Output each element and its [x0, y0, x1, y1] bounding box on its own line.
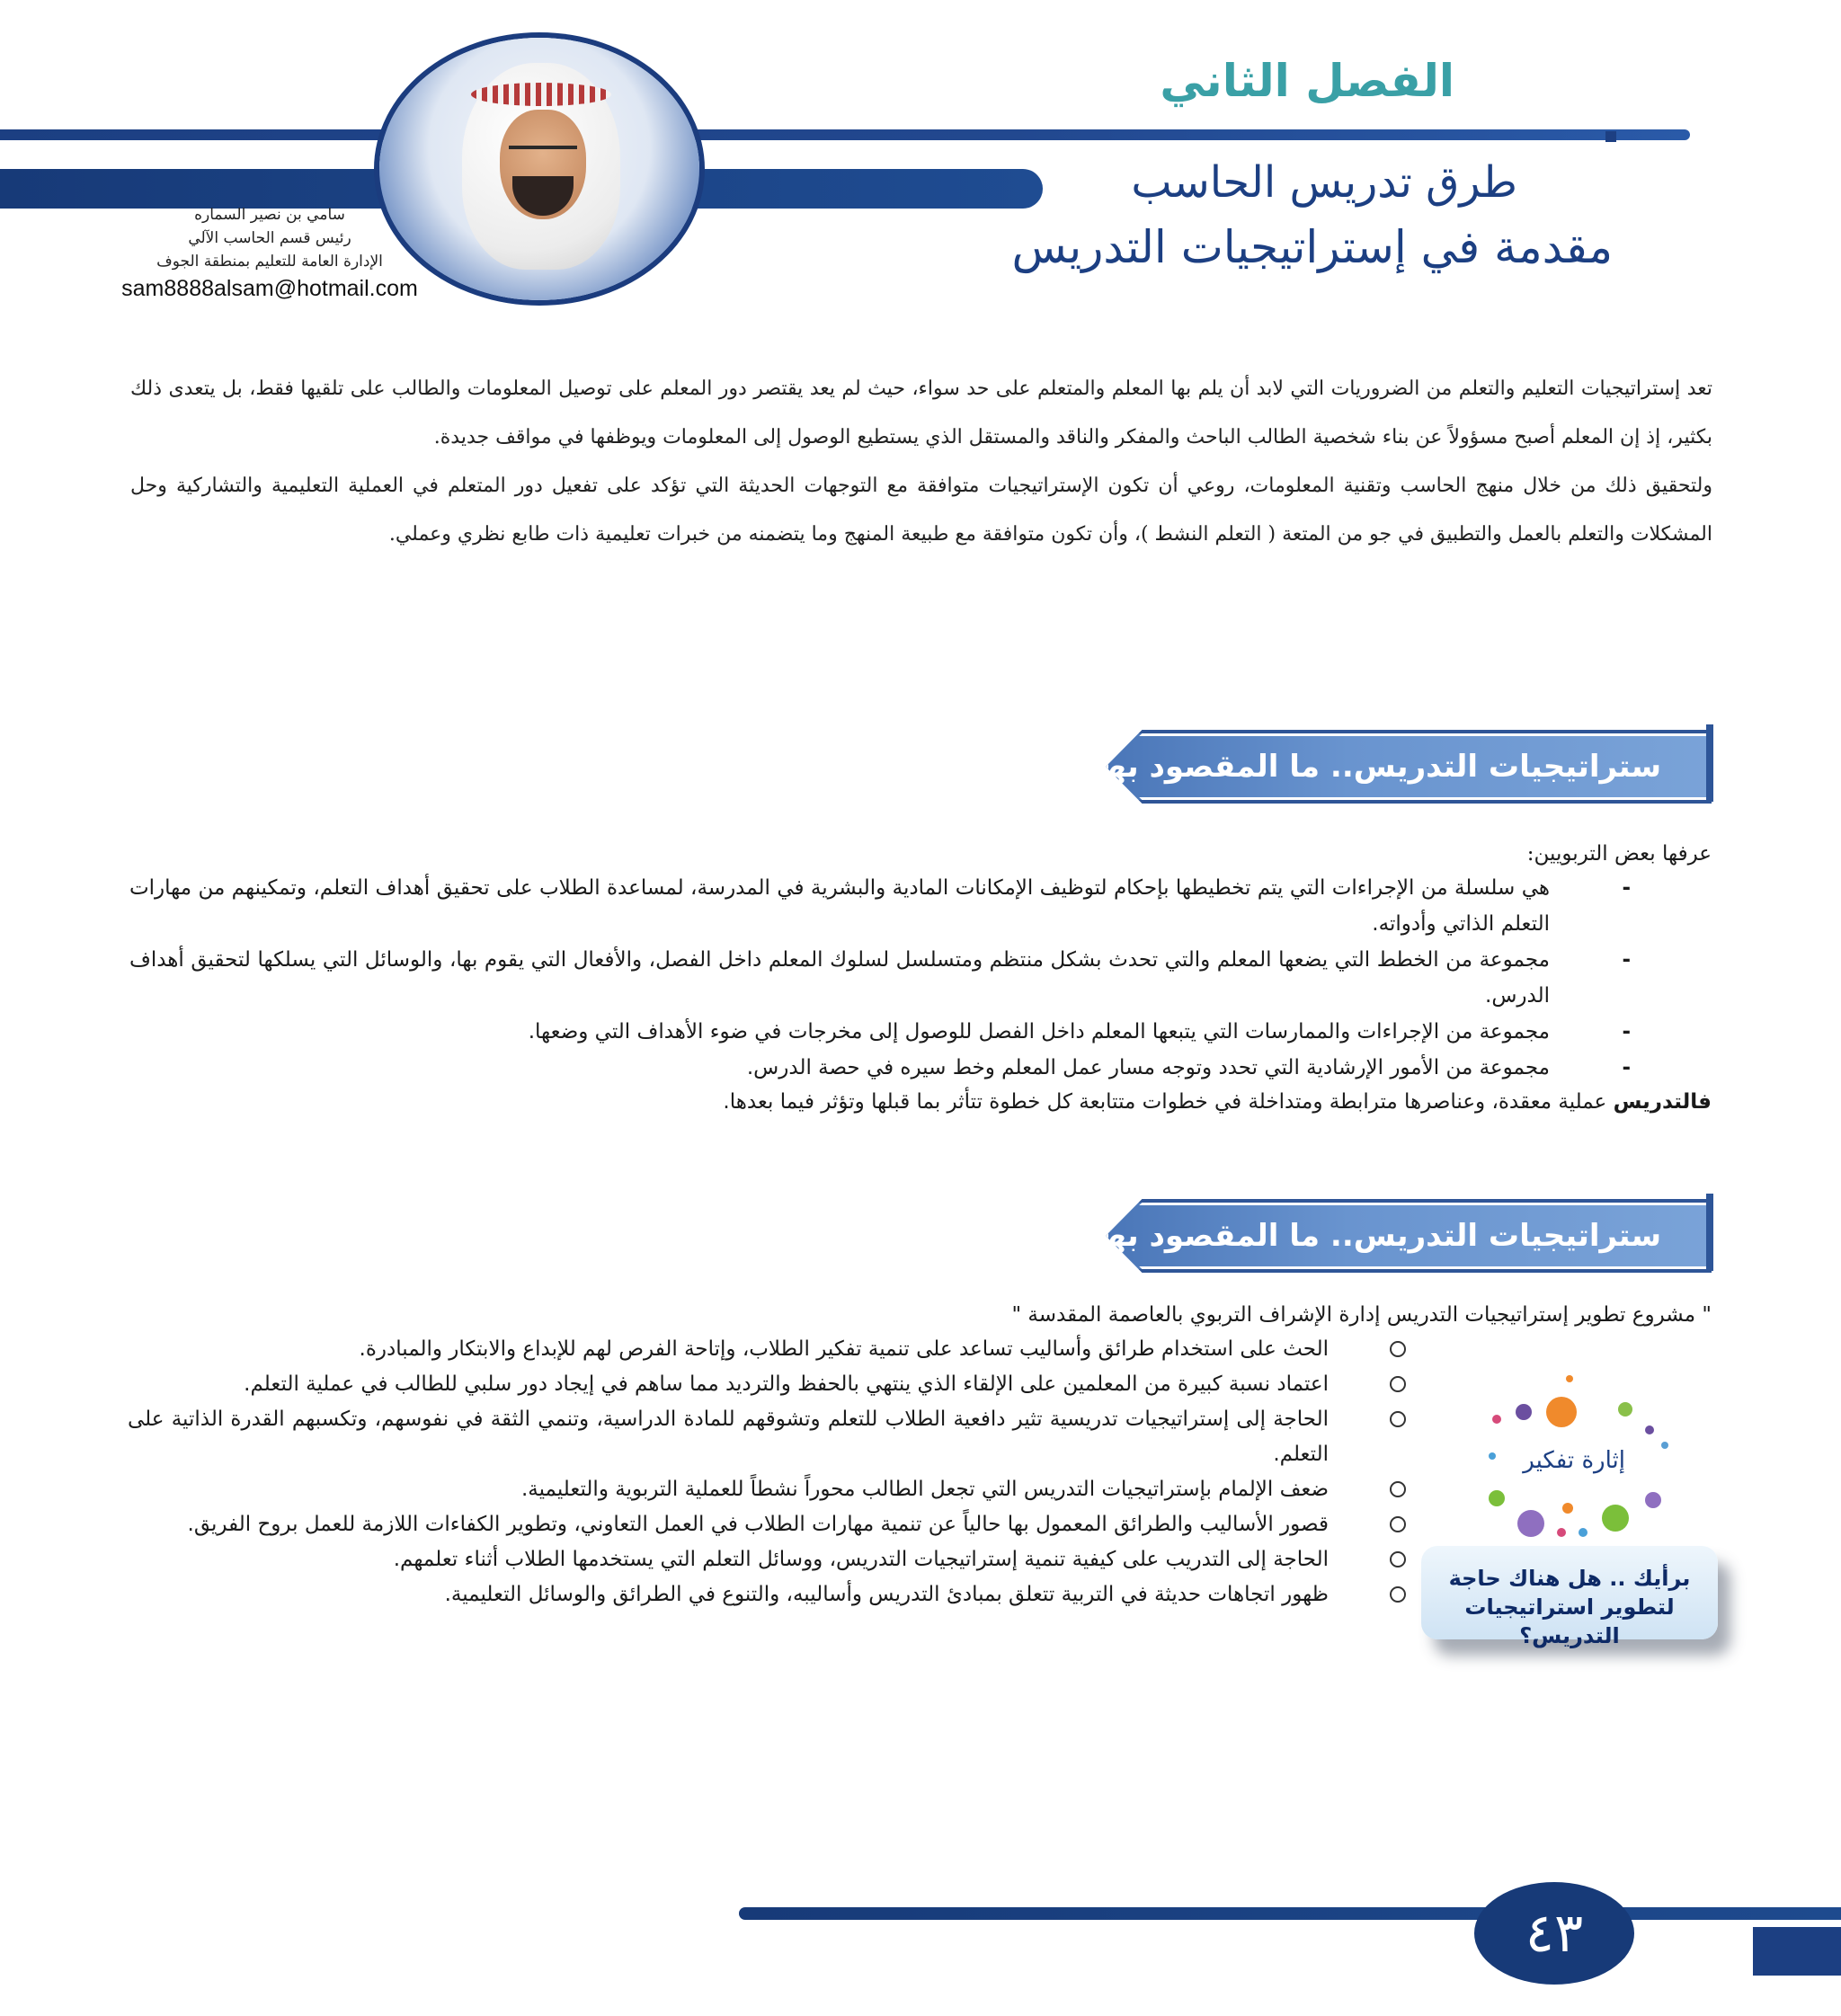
circle-bullet-icon — [1390, 1341, 1406, 1357]
thinking-label: إثارة تفكير — [1523, 1447, 1625, 1474]
summary-text: عملية معقدة، وعناصرها مترابطة ومتداخلة في خطوات متتابعة كل خطوة تتأثر بما قبلها وتؤثر فيما بعدها. — [723, 1090, 1614, 1114]
list-item: - مجموعة من الخطط التي يضعها المعلم والتي تحدث بشكل منتظم ومتسلسل لسلوك المعلم داخل الفصل، والأفعال التي يقوم بها، والوسائل التي يسلكها لتحقيق أهداف الدرس. — [129, 942, 1712, 1014]
list-item: الحاجة إلى إستراتيجيات تدريسية تثير دافعية الطلاب للتعلم وتشوقهم للمادة الدراسية، وتنمي الثقة في نفوسهم، وتكسبهم القدرة الذاتية على التعلم. — [128, 1402, 1329, 1472]
footer-band-end — [1753, 1927, 1841, 1976]
list-item: - مجموعة من الأمور الإرشادية التي تحدد وتوجه مسار عمل المعلم وخط سيره في حصة الدرس. — [129, 1050, 1712, 1086]
circle-bullet-icon — [1390, 1376, 1406, 1392]
section-heading: ستراتيجيات التدريس.. ما المقصود بها؟! — [1063, 1218, 1661, 1254]
circle-bullet-icon — [1390, 1481, 1406, 1497]
page-number: ٤٣ — [1525, 1902, 1584, 1965]
intro-text — [130, 365, 1712, 559]
dash-bullet: - — [1622, 1020, 1631, 1044]
colored-dot — [1517, 1510, 1544, 1537]
colored-dot — [1618, 1402, 1632, 1417]
colored-dot — [1516, 1404, 1532, 1420]
circle-bullet-icon — [1390, 1411, 1406, 1427]
colored-dot — [1489, 1490, 1505, 1506]
list-item: ضعف الإلمام بإستراتيجيات التدريس التي تجعل الطالب محوراً نشطاً للعملية التربوية والتعليمية. — [128, 1472, 1329, 1507]
lesson-title: مقدمة في إستراتيجيات التدريس — [1011, 221, 1613, 273]
list-item: الحاجة إلى التدريب على كيفية تنمية إستراتيجيات التدريس، ووسائل التعلم التي يستخدمها الطلاب أثناء تعلمهم. — [128, 1542, 1329, 1577]
section-heading: ستراتيجيات التدريس.. ما المقصود بها؟! — [1063, 749, 1661, 785]
dash-bullet: - — [1622, 1056, 1631, 1079]
definitions-list — [129, 870, 1712, 1086]
list-item: اعتماد نسبة كبيرة من المعلمين على الإلقاء الذي ينتهي بالحفظ والترديد مما ساهم في إيجاد دور سلبي للطالب في عملية التعلم. — [128, 1367, 1329, 1402]
circle-bullet-icon — [1390, 1516, 1406, 1532]
list-item: - هي سلسلة من الإجراءات التي يتم تخطيطها بإحكام لتوظيف الإمكانات المادية والبشرية في المدرسة، لمساعدة الطلاب على تحقيق أهداف التعلم، وتمكينهم من مهارات التعلم الذاتي وأدواته. — [129, 870, 1712, 942]
author-photo-headdress-pattern — [471, 83, 611, 106]
colored-dot — [1661, 1442, 1668, 1449]
list-item: الحث على استخدام طرائق وأساليب تساعد على تنمية تفكير الطلاب، وإتاحة الفرص لهم للإبداع والابتكار والمبادرة. — [128, 1332, 1329, 1367]
chapter-title: الفصل الثاني — [1160, 55, 1454, 107]
summary-keyword: فالتدريس — [1613, 1090, 1712, 1114]
header-top-band — [0, 129, 1690, 140]
colored-dot — [1645, 1492, 1661, 1508]
circle-bullet-icon — [1390, 1586, 1406, 1603]
colored-dot — [1566, 1375, 1573, 1382]
intro-paragraph: تعد إستراتيجيات التعليم والتعلم من الضروريات التي لابد أن يلم بها المعلم والمتعلم على حد سواء، حيث لم يعد يقتصر دور المعلم على توصيل المعلومات والطالب على تلقيها فقط، بل يتعدى ذلك بكثير، إذ إن المعلم أصبح مسؤولاً عن بناء شخصية الطالب الباحث والمفكر والناقد والمستقل الذي يستطيع الوصول إلى المعلومات ويوظفها في مواقف جديدة. — [130, 377, 1712, 448]
author-organization: الإدارة العامة للتعليم بمنطقة الجوف — [156, 253, 383, 271]
definitions-intro: عرفها بعض التربويين: — [1526, 842, 1712, 866]
footer-band — [739, 1907, 1841, 1920]
dash-bullet: - — [1622, 948, 1631, 972]
colored-dot — [1579, 1528, 1588, 1537]
author-name: سامي بن نصير السماره — [194, 206, 345, 224]
author-photo-glasses — [509, 146, 577, 162]
colored-dot — [1562, 1503, 1573, 1514]
colored-dot — [1602, 1505, 1629, 1532]
colored-dot — [1645, 1425, 1654, 1434]
author-info — [90, 203, 449, 300]
colored-dot — [1557, 1528, 1566, 1537]
needs-list — [128, 1332, 1329, 1612]
circle-bullet-icon — [1390, 1551, 1406, 1568]
teaching-summary — [723, 1084, 1712, 1120]
dash-bullet: - — [1622, 876, 1631, 900]
author-role: رئيس قسم الحاسب الآلي — [188, 229, 351, 247]
list-item: - مجموعة من الإجراءات والممارسات التي يتبعها المعلم داخل الفصل للوصول إلى مخرجات في ضوء الأهداف التي وضعها. — [129, 1014, 1712, 1050]
question-card — [1421, 1546, 1718, 1648]
colored-dot — [1489, 1452, 1496, 1460]
colored-dot — [1546, 1397, 1577, 1427]
section-header-edge — [1706, 1194, 1713, 1271]
list-item: ظهور اتجاهات حديثة في التربية تتعلق بمبادئ التدريس وأساليبه، والتنوع في الطرائق والوسائل التعليمية. — [128, 1577, 1329, 1612]
section-header-edge — [1706, 724, 1713, 802]
question-text: برأيك .. هل هناك حاجة لتطوير استراتيجيات التدريس؟ — [1448, 1566, 1691, 1648]
colored-dot — [1492, 1415, 1501, 1424]
project-title: " مشروع تطوير إستراتيجيات التدريس إدارة الإشراف التربوي بالعاصمة المقدسة " — [1011, 1303, 1712, 1327]
list-item: قصور الأساليب والطرائق المعمول بها حالياً عن تنمية مهارات الطلاب في العمل التعاوني، وتطوير الكفاءات اللازمة للعمل بروح الفريق. — [128, 1507, 1329, 1542]
intro-paragraph: ولتحقيق ذلك من خلال منهج الحاسب وتقنية المعلومات، روعي أن تكون الإستراتيجيات متوافقة مع التوجهات الحديثة التي تؤكد على تفعيل دور المتعلم في العملية التعليمية والتشاركية وحل المشكلات والتعلم بالعمل والتطبيق في جو من المتعة ( التعلم النشط )، وأن تكون متوافقة مع طبيعة المنهج وما يتضمنه من خبرات تعليمية ذات طابع نظري وعملي. — [130, 475, 1712, 546]
header-band-tip — [1605, 131, 1616, 142]
course-title: طرق تدريس الحاسب — [1131, 157, 1517, 208]
author-email[interactable]: sam8888alsam@hotmail.com — [121, 276, 418, 301]
